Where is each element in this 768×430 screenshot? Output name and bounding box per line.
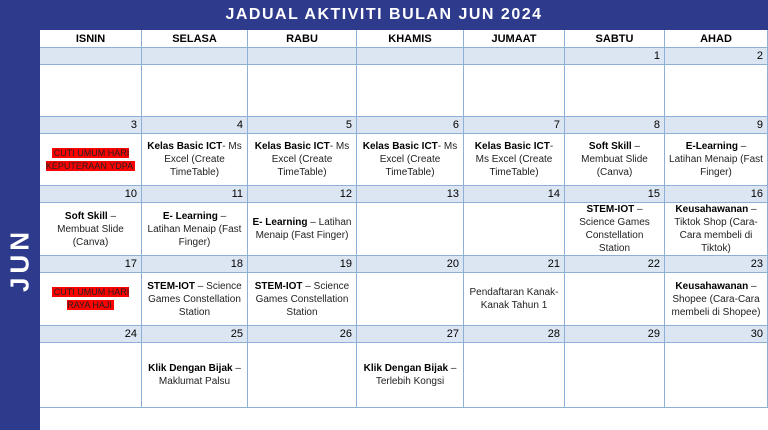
event-title: STEM-IOT [254, 280, 303, 292]
day-cell [357, 134, 464, 186]
event [669, 280, 763, 319]
event [569, 140, 660, 179]
event [252, 280, 352, 319]
date-number [142, 48, 248, 65]
event [146, 362, 243, 388]
date-number: 10 [40, 186, 142, 203]
day-cell [40, 273, 142, 326]
date-number: 5 [248, 117, 357, 134]
day-cell [565, 65, 665, 117]
event-detail: Pendaftaran Kanak-Kanak Tahun 1 [469, 287, 559, 311]
date-number: 25 [142, 326, 248, 343]
event-title: Kelas Basic ICT [474, 141, 550, 152]
date-number [357, 48, 464, 65]
date-number: 22 [565, 256, 665, 273]
date-number: 14 [464, 186, 565, 203]
event [252, 216, 352, 242]
event-detail: – Latihan Menaip (Fast Finger) [669, 141, 763, 178]
date-number [248, 48, 357, 65]
event-title: Klik Dengan Bijak [148, 363, 233, 374]
event-detail: – Membuat Slide (Canva) [57, 210, 124, 248]
calendar-grid [40, 30, 768, 430]
day-cell [464, 203, 565, 256]
event-detail: – Science Games Constellation Station [148, 280, 242, 318]
event [44, 210, 137, 249]
event [569, 203, 660, 255]
event-detail: – Science Games Constellation Station [579, 204, 650, 254]
event-title: STEM-IOT [147, 280, 196, 292]
event [146, 140, 243, 179]
day-cell [142, 134, 248, 186]
date-number: 20 [357, 256, 464, 273]
date-number: 26 [248, 326, 357, 343]
event [146, 280, 243, 319]
day-cell [40, 343, 142, 408]
event-title: Keusahawanan [675, 280, 749, 292]
day-header-sabtu: SABTU [565, 30, 665, 48]
event-detail: – Terlebih Kongsi [375, 363, 457, 387]
date-number: 28 [464, 326, 565, 343]
event-title: Keusahawanan [675, 204, 749, 215]
day-cell [40, 134, 142, 186]
day-cell [248, 343, 357, 408]
date-number: 27 [357, 326, 464, 343]
event-title: Kelas Basic ICT [254, 141, 330, 152]
event-detail: – Maklumat Palsu [158, 363, 241, 387]
event-detail: – Latihan Menaip (Fast Finger) [255, 217, 352, 241]
event-title: E- Learning [162, 210, 218, 222]
holiday-event [44, 147, 137, 173]
event-title: Soft Skill [588, 141, 632, 152]
holiday-label: CUTI UMUM HARI KEPUTERAAN YDPA [45, 147, 134, 171]
day-cell [248, 203, 357, 256]
event-detail: - Ms Excel (Create TimeTable) [475, 141, 554, 178]
day-cell [464, 273, 565, 326]
date-number [40, 48, 142, 65]
event [361, 140, 459, 179]
event-detail: - Ms Excel (Create TimeTable) [379, 141, 458, 178]
date-number: 21 [464, 256, 565, 273]
day-cell [665, 343, 768, 408]
day-cell [565, 203, 665, 256]
event [468, 286, 560, 312]
date-number: 12 [248, 186, 357, 203]
date-number: 2 [665, 48, 768, 65]
date-number: 19 [248, 256, 357, 273]
day-cell [142, 203, 248, 256]
event [361, 362, 459, 388]
date-number: 13 [357, 186, 464, 203]
date-number: 18 [142, 256, 248, 273]
event-title: E-Learning [685, 141, 738, 152]
date-number [464, 48, 565, 65]
day-cell [565, 273, 665, 326]
day-cell [665, 273, 768, 326]
day-cell [357, 273, 464, 326]
day-cell [248, 273, 357, 326]
day-cell [665, 134, 768, 186]
date-number: 6 [357, 117, 464, 134]
day-cell [464, 343, 565, 408]
date-number: 11 [142, 186, 248, 203]
date-number: 16 [665, 186, 768, 203]
day-cell [142, 273, 248, 326]
event-title: Kelas Basic ICT [362, 141, 438, 152]
day-cell [40, 203, 142, 256]
holiday-event [44, 286, 137, 312]
event-title: Klik Dengan Bijak [363, 363, 449, 374]
month-label: JUN [4, 227, 35, 293]
day-cell [665, 203, 768, 256]
day-header-khamis: KHAMIS [357, 30, 464, 48]
event-title: E- Learning [252, 217, 308, 228]
day-cell [464, 65, 565, 117]
event-detail: – Science Games Constellation Station [255, 280, 350, 318]
event [669, 140, 763, 179]
day-cell [248, 134, 357, 186]
day-header-jumaat: JUMAAT [464, 30, 565, 48]
date-number: 3 [40, 117, 142, 134]
day-header-ahad: AHAD [665, 30, 768, 48]
event-title: Soft Skill [64, 210, 108, 222]
day-cell [464, 134, 565, 186]
day-cell [357, 343, 464, 408]
day-cell [40, 65, 142, 117]
month-side-bar [0, 30, 40, 430]
date-number: 4 [142, 117, 248, 134]
day-cell [565, 134, 665, 186]
event-detail: - Ms Excel (Create TimeTable) [164, 141, 242, 178]
holiday-label: CUTI UMUM HARI RAYA HAJI [53, 287, 130, 310]
event-detail: – Membuat Slide (Canva) [581, 141, 648, 178]
day-header-selasa: SELASA [142, 30, 248, 48]
date-number: 24 [40, 326, 142, 343]
date-number: 7 [464, 117, 565, 134]
day-cell [665, 65, 768, 117]
event [468, 140, 560, 179]
event-title: STEM-IOT [586, 204, 635, 215]
day-cell [248, 65, 357, 117]
day-cell [142, 343, 248, 408]
date-number: 29 [565, 326, 665, 343]
day-cell [565, 343, 665, 408]
day-cell [357, 203, 464, 256]
date-number: 30 [665, 326, 768, 343]
event-title: Kelas Basic ICT [147, 141, 223, 152]
date-number: 1 [565, 48, 665, 65]
event-detail: – Tiktok Shop (Cara-Cara membeli di Tiktok) [674, 204, 758, 254]
day-cell [142, 65, 248, 117]
day-header-isnin: ISNIN [40, 30, 142, 48]
day-cell [357, 65, 464, 117]
event-detail: – Latihan Menaip (Fast Finger) [147, 210, 242, 248]
date-number: 9 [665, 117, 768, 134]
page-title: JADUAL AKTIVITI BULAN JUN 2024 [0, 0, 768, 30]
date-number: 23 [665, 256, 768, 273]
date-number: 8 [565, 117, 665, 134]
day-header-rabu: RABU [248, 30, 357, 48]
date-number: 15 [565, 186, 665, 203]
event [146, 210, 243, 249]
event [252, 140, 352, 179]
event [669, 203, 763, 255]
date-number: 17 [40, 256, 142, 273]
event-detail: - Ms Excel (Create TimeTable) [271, 141, 350, 178]
event-detail: – Shopee (Cara-Cara membeli di Shopee) [671, 280, 761, 318]
